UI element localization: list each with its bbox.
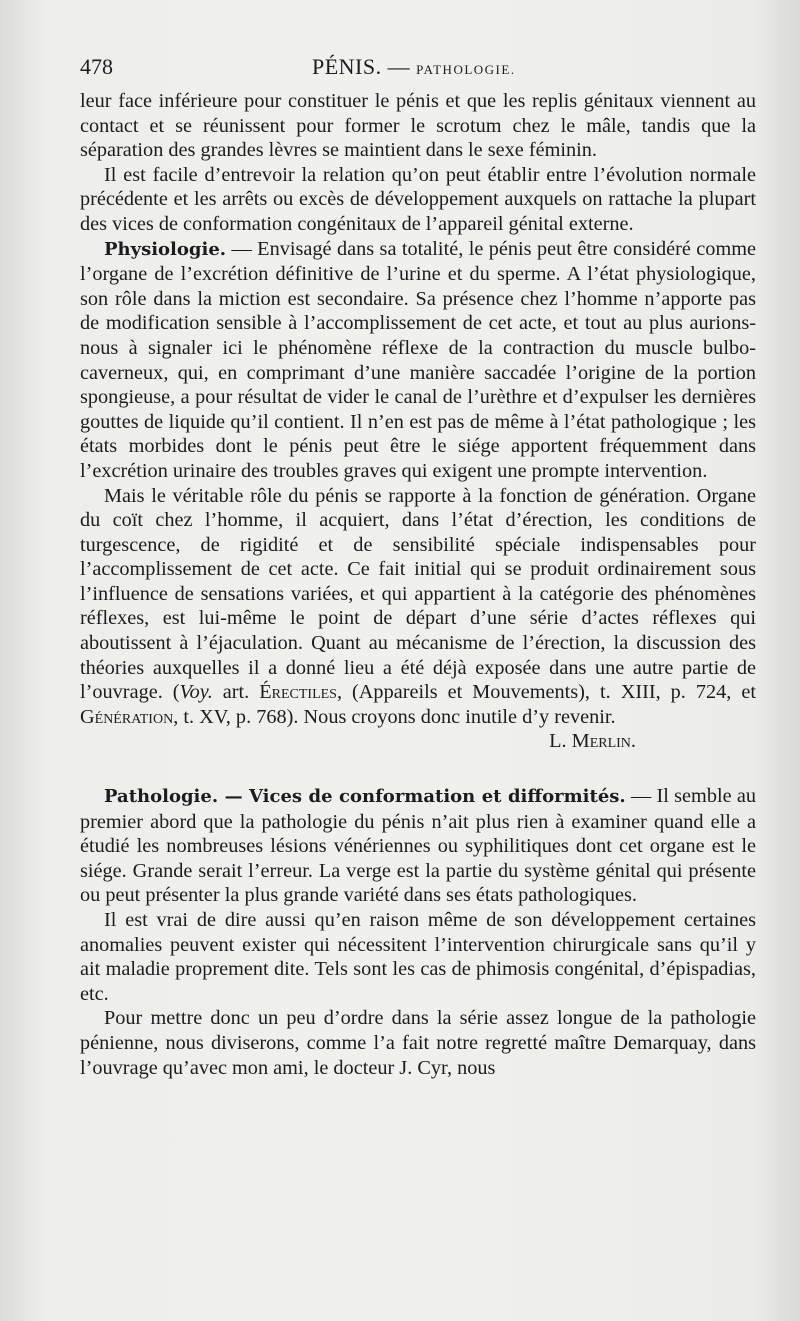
ref-generation: Génération	[80, 705, 174, 728]
page-header	[80, 54, 754, 82]
paragraph-2: Il est facile d’entrevoir la relation qu’on peut établir entre l’évolution normale précédente et les arrêts ou excès de développement auxquels on rattache la plupart des vices de conformation congénitaux de l’appareil génital externe.	[80, 163, 756, 235]
ref-erectiles: Érectiles	[259, 681, 337, 704]
paragraph-pathologie-text: — Il semble au premier abord que la pathologie du pénis n’ait plus rien à examiner quand elle a étudié les nombreuses lésions vénériennes ou syphilitiques dont cet organe est le siége. Grande serait l’erreur. La verge est la partie du système génital qui présente ou peut présenter la plus grande variété dans ses états pathologiques.	[80, 785, 756, 907]
paragraph-generation-text: Mais le véritable rôle du pénis se rapporte à la fonction de génération. Organe du coït chez l’homme, il acquiert, dans l’état d’érection, les conditions de turgescence, de rigidité et de sensibilité spéciale indispensables pour l’accomplissement de cet acte. Ce fait initial qui se produit ordinairement sous l’influence de sensations variées, et qui appartient à la catégorie des phénomènes réflexes, est lui-même le point de départ d’une série d’actes réflexes qui aboutissent à l’éjaculation. Quant au mécanisme de l’érection, la discussion des théories auxquelles il a donné lieu a été déjà exposée dans une autre partie de l’ouvrage. (	[80, 484, 756, 704]
paragraph-physiologie-text: — Envisagé dans sa totalité, le pénis peut être considéré comme l’organe de l’excrétion définitive de l’urine et du sperme. A l’état physiologique, son rôle dans la miction est secondaire. Sa présence chez l’homme n’apporte pas de modification sensible à l’accomplissement de cet acte, et tout au plus aurions-nous à signaler ici le phénomène réflexe de la contraction du muscle bulbo-caverneux, qui, en comprimant d’une manière saccadée l’origine de la portion spongieuse, a pour résultat de vider le canal de l’urèthre et d’expulser les dernières gouttes de liquide qu’il contient. Il n’en est pas de même à l’état pathologique ; les états morbides dont le pénis peut être le siége apportent fréquemment dans l’excrétion urinaire des troubles graves qui exigent une prompte intervention.	[80, 237, 756, 482]
paragraph-7: Pour mettre donc un peu d’ordre dans la série assez longue de la pathologie pénienne, nous diviserons, comme l’a fait notre regretté maître Demarquay, dans l’ouvrage qu’avec mon ami, le docteur J. Cyr, nous	[80, 1007, 756, 1079]
voy-abbrev: Voy.	[179, 681, 213, 704]
signature-name: Merlin	[571, 730, 631, 753]
art-text: art.	[212, 681, 260, 704]
ref-end-text: , t. XV, p. 768). Nous croyons donc inutile d’y revenir.	[173, 705, 616, 728]
running-title-subtitle: PATHOLOGIE.	[416, 62, 516, 77]
body-text	[80, 89, 756, 1080]
running-title-main: PÉNIS.	[312, 54, 382, 79]
section-heading-pathologie: Pathologie. — Vices de conformation et difformités.	[104, 786, 626, 808]
paragraph-6: Il est vrai de dire aussi qu’en raison même de son développement certaines anomalies peuvent exister qui nécessitent l’intervention chirurgicale sans qu’il y ait maladie proprement dite. Tels sont les cas de phimosis congénital, d’épispadias, etc.	[80, 909, 756, 1005]
paragraph-physiologie	[80, 237, 756, 484]
signature-end: .	[630, 730, 636, 753]
paragraph-pathologie	[80, 784, 756, 908]
signature-initial: L.	[549, 730, 572, 753]
author-signature	[80, 729, 756, 754]
page-number: 478	[80, 54, 113, 79]
running-title	[312, 54, 516, 80]
ref-mid-text: , (Appareils et Mouvements), t. XIII, p. 724, et	[336, 681, 756, 704]
section-heading-physiologie: Physiologie.	[104, 238, 227, 260]
running-title-separator: —	[387, 54, 411, 79]
paragraph-1: leur face inférieure pour constituer le pénis et que les replis génitaux viennent au contact et se réunissent pour former le scrotum chez le mâle, tandis que la séparation des grandes lèvres se maintient dans le sexe féminin.	[80, 90, 756, 162]
paragraph-generation	[80, 484, 756, 730]
